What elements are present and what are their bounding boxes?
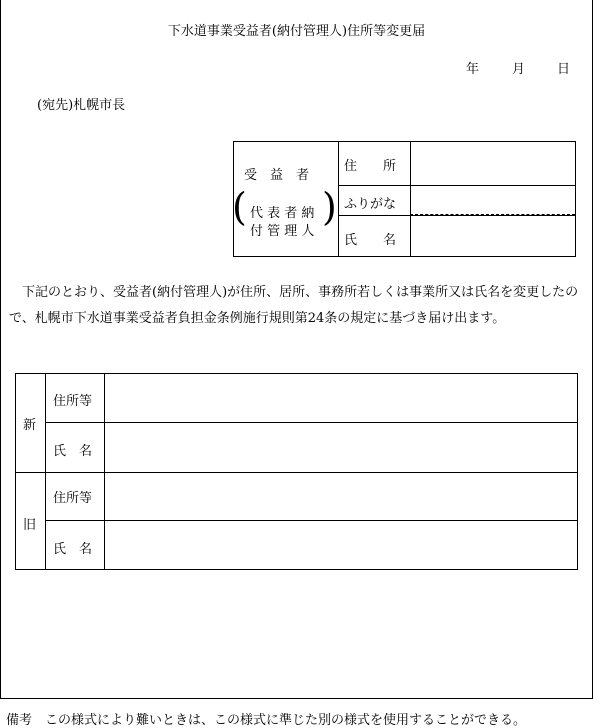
old-name-field[interactable] xyxy=(105,521,577,569)
old-name-label: 氏 名 xyxy=(53,542,93,557)
furigana-label: ふりがな xyxy=(344,197,397,212)
remarks-note: 備考 この様式により難いときは、この様式に準じた別の様式を使用することができる。 xyxy=(6,713,527,728)
date-month-label: 月 xyxy=(512,62,526,77)
representative-label-line1: 代 表 者 納 xyxy=(250,206,315,221)
old-address-label: 住所等 xyxy=(53,491,93,506)
right-bracket: ) xyxy=(322,185,337,229)
new-address-field[interactable] xyxy=(105,374,577,422)
name-field[interactable] xyxy=(410,215,575,256)
date-year-label: 年 xyxy=(466,62,480,77)
old-label: 旧 xyxy=(23,518,37,533)
representative-label-line2: 付 管 理 人 xyxy=(250,224,315,239)
applicant-table xyxy=(233,141,576,257)
new-name-field[interactable] xyxy=(105,423,577,472)
statement-text: 下記のとおり、受益者(納付管理人)が住所、居所、事務所若しくは事業所又は氏名を変更したので、札幌市下水道事業受益者負担金条例施行規則第24条の規定に基づき届け出ます。 xyxy=(9,285,579,326)
name-label: 氏 名 xyxy=(344,233,397,248)
date-day-label: 日 xyxy=(557,62,571,77)
form-title: 下水道事業受益者(納付管理人)住所等変更届 xyxy=(167,24,426,39)
address-label: 住 所 xyxy=(344,159,397,174)
furigana-field[interactable] xyxy=(410,185,575,215)
statement-paragraph xyxy=(9,280,585,332)
new-address-label: 住所等 xyxy=(53,394,93,409)
new-name-label: 氏 名 xyxy=(53,444,93,459)
left-bracket: ( xyxy=(232,185,247,229)
changes-table xyxy=(15,373,578,570)
old-address-field[interactable] xyxy=(105,473,577,520)
new-label: 新 xyxy=(23,418,37,433)
address-field[interactable] xyxy=(410,142,575,185)
beneficiary-label: 受 益 者 xyxy=(244,168,310,183)
addressee: (宛先)札幌市長 xyxy=(37,98,126,113)
